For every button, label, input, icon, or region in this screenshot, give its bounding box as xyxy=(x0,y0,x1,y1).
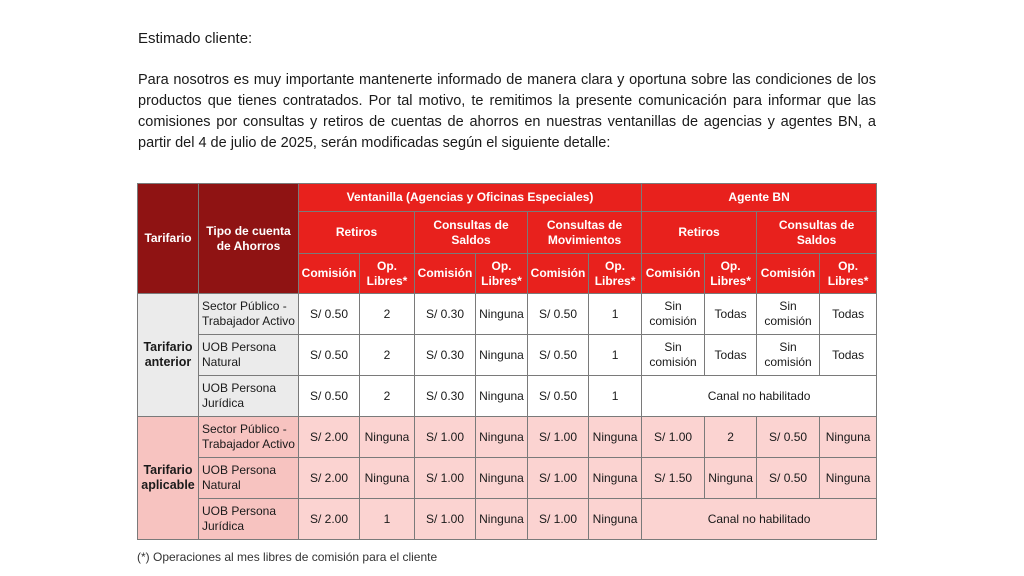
group-label-anterior: Tarifario anterior xyxy=(138,294,199,417)
cell-value: S/ 0.50 xyxy=(299,335,360,376)
cell-value: 1 xyxy=(589,294,642,335)
table-row xyxy=(138,417,877,458)
cell-value: Ninguna xyxy=(476,376,528,417)
cell-value: S/ 0.50 xyxy=(528,376,589,417)
header-ventanilla: Ventanilla (Agencias y Oficinas Especiales) xyxy=(299,184,642,212)
cell-value: S/ 0.50 xyxy=(528,294,589,335)
table-row xyxy=(138,294,877,335)
cell-value: 2 xyxy=(705,417,757,458)
cell-value: Ninguna xyxy=(360,417,415,458)
header-comision: Comisión xyxy=(642,254,705,294)
header-comision: Comisión xyxy=(299,254,360,294)
cell-value: S/ 1.00 xyxy=(415,499,476,540)
cell-value: Ninguna xyxy=(476,417,528,458)
account-type: UOB Persona Jurídica xyxy=(199,499,299,540)
cell-value: S/ 0.30 xyxy=(415,335,476,376)
cell-value: Ninguna xyxy=(476,294,528,335)
cell-value: S/ 1.00 xyxy=(415,417,476,458)
cell-value: Sin comisión xyxy=(757,294,820,335)
cell-value: 1 xyxy=(589,376,642,417)
cell-value: Ninguna xyxy=(476,335,528,376)
header-op-libres: Op. Libres* xyxy=(360,254,415,294)
cell-value: S/ 0.30 xyxy=(415,376,476,417)
group-label-aplicable: Tarifario aplicable xyxy=(138,417,199,540)
cell-value: Ninguna xyxy=(589,458,642,499)
cell-value: Ninguna xyxy=(820,458,877,499)
footnote: (*) Operaciones al mes libres de comisión para el cliente xyxy=(137,550,438,564)
header-tipo-cuenta: Tipo de cuenta de Ahorros xyxy=(199,184,299,294)
header-op-libres: Op. Libres* xyxy=(705,254,757,294)
header-consultas-saldos: Consultas de Saldos xyxy=(415,212,528,254)
cell-value: S/ 1.00 xyxy=(642,417,705,458)
cell-value: Todas xyxy=(705,294,757,335)
cell-value: Ninguna xyxy=(476,499,528,540)
channel-disabled: Canal no habilitado xyxy=(642,376,877,417)
cell-value: Todas xyxy=(705,335,757,376)
cell-value: 1 xyxy=(360,499,415,540)
header-agente-retiros: Retiros xyxy=(642,212,757,254)
header-retiros: Retiros xyxy=(299,212,415,254)
table-row xyxy=(138,376,877,417)
cell-value: Sin comisión xyxy=(642,294,705,335)
cell-value: S/ 1.00 xyxy=(528,417,589,458)
header-consultas-movimientos: Consultas de Movimientos xyxy=(528,212,642,254)
account-type: Sector Público - Trabajador Activo xyxy=(199,417,299,458)
cell-value: Todas xyxy=(820,335,877,376)
table-row xyxy=(138,458,877,499)
account-type: UOB Persona Natural xyxy=(199,458,299,499)
header-agente-bn: Agente BN xyxy=(642,184,877,212)
cell-value: S/ 0.50 xyxy=(757,417,820,458)
cell-value: S/ 0.50 xyxy=(299,294,360,335)
table-row xyxy=(138,499,877,540)
cell-value: Sin comisión xyxy=(757,335,820,376)
cell-value: Todas xyxy=(820,294,877,335)
cell-value: S/ 0.50 xyxy=(299,376,360,417)
cell-value: S/ 1.00 xyxy=(528,499,589,540)
commission-table xyxy=(137,183,877,540)
cell-value: S/ 0.30 xyxy=(415,294,476,335)
cell-value: 1 xyxy=(589,335,642,376)
cell-value: S/ 2.00 xyxy=(299,458,360,499)
header-agente-consultas-saldos: Consultas de Saldos xyxy=(757,212,877,254)
cell-value: S/ 1.50 xyxy=(642,458,705,499)
cell-value: S/ 2.00 xyxy=(299,417,360,458)
cell-value: Ninguna xyxy=(589,417,642,458)
intro-paragraph: Para nosotros es muy importante mantenerte informado de manera clara y oportuna sobre las condiciones de los productos que tienes contratados. Por tal motivo, te remitimos la presente comunicación para informar que las comisiones por consultas y retiros de cuentas de ahorros en nuestras ventanillas de agencias y agentes BN, a partir del 4 de julio de 2025, serán modificadas según el siguiente detalle: xyxy=(138,72,876,151)
cell-value: Ninguna xyxy=(476,458,528,499)
header-tarifario: Tarifario xyxy=(138,184,199,294)
header-op-libres: Op. Libres* xyxy=(476,254,528,294)
table-row xyxy=(138,335,877,376)
header-op-libres: Op. Libres* xyxy=(820,254,877,294)
cell-value: Ninguna xyxy=(360,458,415,499)
cell-value: S/ 1.00 xyxy=(415,458,476,499)
cell-value: Ninguna xyxy=(589,499,642,540)
cell-value: 2 xyxy=(360,294,415,335)
cell-value: Ninguna xyxy=(705,458,757,499)
header-comision: Comisión xyxy=(528,254,589,294)
cell-value: S/ 2.00 xyxy=(299,499,360,540)
account-type: UOB Persona Jurídica xyxy=(199,376,299,417)
cell-value: S/ 0.50 xyxy=(757,458,820,499)
cell-value: S/ 0.50 xyxy=(528,335,589,376)
account-type: UOB Persona Natural xyxy=(199,335,299,376)
account-type: Sector Público - Trabajador Activo xyxy=(199,294,299,335)
cell-value: Sin comisión xyxy=(642,335,705,376)
header-op-libres: Op. Libres* xyxy=(589,254,642,294)
header-comision: Comisión xyxy=(757,254,820,294)
channel-disabled: Canal no habilitado xyxy=(642,499,877,540)
cell-value: Ninguna xyxy=(820,417,877,458)
cell-value: S/ 1.00 xyxy=(528,458,589,499)
greeting: Estimado cliente: xyxy=(138,30,253,47)
cell-value: 2 xyxy=(360,335,415,376)
header-comision: Comisión xyxy=(415,254,476,294)
cell-value: 2 xyxy=(360,376,415,417)
